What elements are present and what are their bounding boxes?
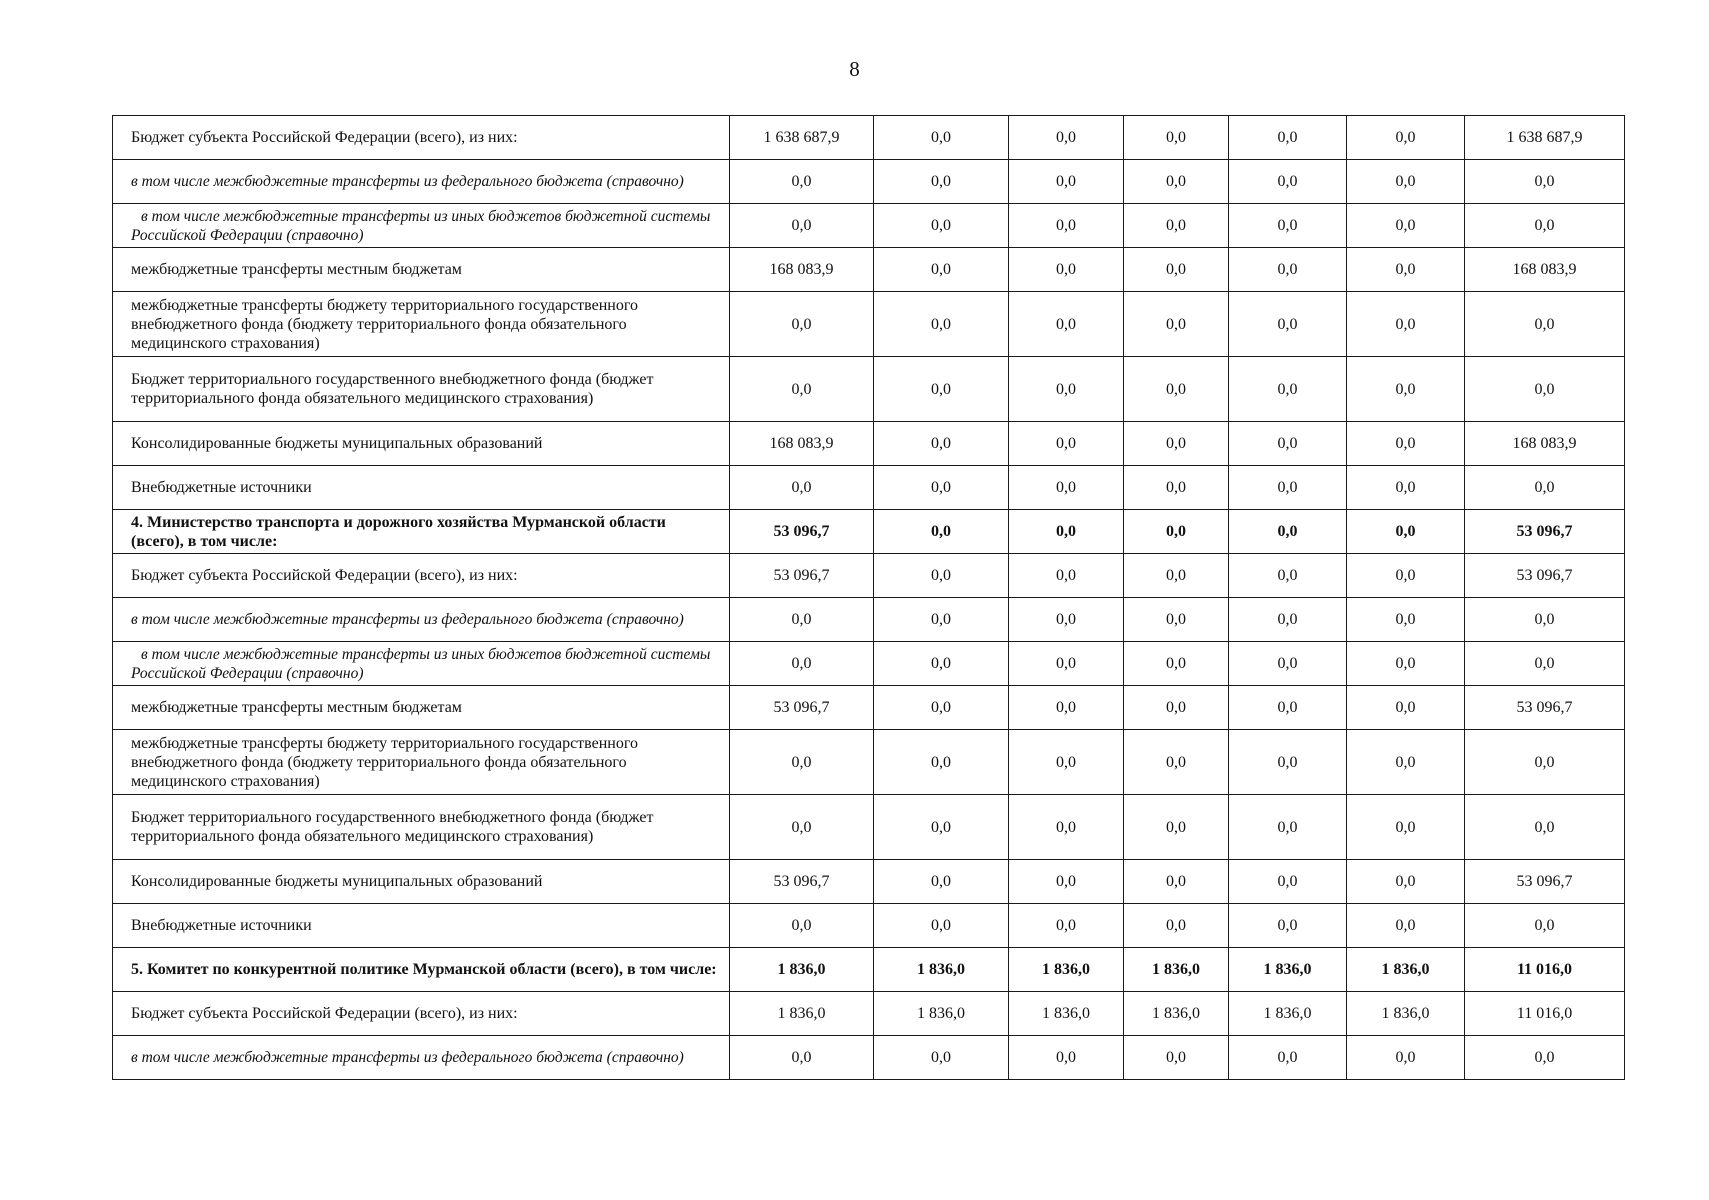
row-value-cell: 0,0	[1124, 204, 1229, 248]
row-label: в том числе межбюджетные трансферты из иных бюджетов бюджетной системы Российской Федерации (справочно)	[113, 642, 730, 686]
row-value-cell: 0,0	[1229, 554, 1347, 598]
row-value-cell: 53 096,7	[730, 554, 874, 598]
row-value-cell: 168 083,9	[730, 248, 874, 292]
row-total-cell: 0,0	[1465, 357, 1625, 422]
row-value-cell: 0,0	[1124, 598, 1229, 642]
row-value-cell: 0,0	[1009, 466, 1124, 510]
row-value-cell: 0,0	[1347, 598, 1465, 642]
table-row	[113, 292, 1625, 357]
row-value-cell: 0,0	[1229, 466, 1347, 510]
row-value-cell: 0,0	[874, 860, 1009, 904]
table-row	[113, 554, 1625, 598]
row-total-cell: 53 096,7	[1465, 686, 1625, 730]
row-value-cell: 53 096,7	[730, 510, 874, 554]
row-total-cell: 1 638 687,9	[1465, 116, 1625, 160]
row-value-cell: 0,0	[874, 554, 1009, 598]
row-label: 4. Министерство транспорта и дорожного хозяйства Мурманской области (всего), в том числе:	[113, 510, 730, 554]
row-value-cell: 0,0	[1347, 204, 1465, 248]
row-value-cell: 0,0	[1347, 160, 1465, 204]
row-value-cell: 0,0	[1124, 357, 1229, 422]
row-label: Бюджет территориального государственного внебюджетного фонда (бюджет территориального фонда обязательного медицинского страхования)	[113, 795, 730, 860]
row-value-cell: 0,0	[1229, 204, 1347, 248]
row-value-cell: 0,0	[1009, 642, 1124, 686]
row-value-cell: 0,0	[1009, 686, 1124, 730]
row-value-cell: 0,0	[1124, 160, 1229, 204]
row-label: Бюджет субъекта Российской Федерации (всего), из них:	[113, 992, 730, 1036]
row-value-cell: 0,0	[1124, 1036, 1229, 1080]
row-label: в том числе межбюджетные трансферты из федерального бюджета (справочно)	[113, 160, 730, 204]
row-value-cell: 1 638 687,9	[730, 116, 874, 160]
row-value-cell: 0,0	[1347, 466, 1465, 510]
row-value-cell: 0,0	[874, 904, 1009, 948]
row-value-cell: 0,0	[1124, 510, 1229, 554]
row-value-cell: 0,0	[1347, 795, 1465, 860]
row-total-cell: 0,0	[1465, 642, 1625, 686]
row-value-cell: 0,0	[1229, 642, 1347, 686]
row-value-cell: 0,0	[1347, 422, 1465, 466]
table-row	[113, 730, 1625, 795]
row-value-cell: 0,0	[1229, 422, 1347, 466]
row-value-cell: 0,0	[1229, 160, 1347, 204]
row-value-cell: 0,0	[1347, 860, 1465, 904]
row-value-cell: 0,0	[874, 598, 1009, 642]
row-value-cell: 0,0	[874, 510, 1009, 554]
row-value-cell: 0,0	[1009, 204, 1124, 248]
row-value-cell: 0,0	[730, 204, 874, 248]
row-total-cell: 168 083,9	[1465, 422, 1625, 466]
table-row	[113, 160, 1625, 204]
row-value-cell: 0,0	[1347, 554, 1465, 598]
row-value-cell: 53 096,7	[730, 860, 874, 904]
row-value-cell: 0,0	[874, 248, 1009, 292]
row-value-cell: 0,0	[1009, 795, 1124, 860]
row-label: в том числе межбюджетные трансферты из федерального бюджета (справочно)	[113, 1036, 730, 1080]
row-value-cell: 0,0	[1347, 510, 1465, 554]
row-value-cell: 168 083,9	[730, 422, 874, 466]
row-label: межбюджетные трансферты бюджету территориального государственного внебюджетного фонда (бюджету территориального фонда обязательного медицинского страхования)	[113, 730, 730, 795]
row-label: Бюджет субъекта Российской Федерации (всего), из них:	[113, 116, 730, 160]
table-row	[113, 992, 1625, 1036]
row-value-cell: 1 836,0	[1124, 948, 1229, 992]
row-value-cell: 0,0	[1229, 730, 1347, 795]
row-total-cell: 11 016,0	[1465, 992, 1625, 1036]
row-value-cell: 0,0	[730, 642, 874, 686]
row-label: межбюджетные трансферты местным бюджетам	[113, 686, 730, 730]
row-value-cell: 0,0	[1124, 466, 1229, 510]
table-row	[113, 116, 1625, 160]
row-total-cell: 11 016,0	[1465, 948, 1625, 992]
row-value-cell: 0,0	[1124, 292, 1229, 357]
row-value-cell: 0,0	[1124, 730, 1229, 795]
table-row	[113, 466, 1625, 510]
row-value-cell: 0,0	[730, 904, 874, 948]
row-value-cell: 0,0	[874, 1036, 1009, 1080]
row-value-cell: 0,0	[1124, 795, 1229, 860]
row-value-cell: 0,0	[1347, 248, 1465, 292]
row-total-cell: 0,0	[1465, 730, 1625, 795]
row-label: в том числе межбюджетные трансферты из иных бюджетов бюджетной системы Российской Федерации (справочно)	[113, 204, 730, 248]
row-value-cell: 0,0	[1009, 357, 1124, 422]
row-value-cell: 0,0	[1347, 904, 1465, 948]
row-value-cell: 0,0	[1347, 1036, 1465, 1080]
row-value-cell: 0,0	[1347, 116, 1465, 160]
row-value-cell: 0,0	[1124, 860, 1229, 904]
row-label: Консолидированные бюджеты муниципальных образований	[113, 860, 730, 904]
row-value-cell: 0,0	[874, 466, 1009, 510]
row-value-cell: 0,0	[1009, 422, 1124, 466]
table-body	[113, 116, 1625, 1080]
row-value-cell: 0,0	[1229, 904, 1347, 948]
table-row	[113, 904, 1625, 948]
row-value-cell: 0,0	[874, 160, 1009, 204]
row-label: межбюджетные трансферты бюджету территориального государственного внебюджетного фонда (бюджету территориального фонда обязательного медицинского страхования)	[113, 292, 730, 357]
row-total-cell: 0,0	[1465, 904, 1625, 948]
table-row	[113, 948, 1625, 992]
row-value-cell: 0,0	[730, 466, 874, 510]
row-value-cell: 0,0	[874, 204, 1009, 248]
table-row	[113, 510, 1625, 554]
row-value-cell: 0,0	[1124, 422, 1229, 466]
row-value-cell: 1 836,0	[1347, 948, 1465, 992]
row-value-cell: 0,0	[1124, 554, 1229, 598]
row-value-cell: 0,0	[1009, 904, 1124, 948]
row-value-cell: 1 836,0	[1347, 992, 1465, 1036]
row-value-cell: 0,0	[1124, 686, 1229, 730]
row-value-cell: 0,0	[874, 686, 1009, 730]
row-value-cell: 0,0	[730, 598, 874, 642]
table-row	[113, 598, 1625, 642]
row-value-cell: 0,0	[730, 292, 874, 357]
row-value-cell: 0,0	[874, 642, 1009, 686]
row-value-cell: 0,0	[1124, 116, 1229, 160]
row-value-cell: 0,0	[1009, 510, 1124, 554]
row-value-cell: 0,0	[1009, 248, 1124, 292]
row-value-cell: 0,0	[1009, 554, 1124, 598]
row-value-cell: 0,0	[730, 795, 874, 860]
row-label: Внебюджетные источники	[113, 466, 730, 510]
row-value-cell: 0,0	[1229, 116, 1347, 160]
row-label: Консолидированные бюджеты муниципальных образований	[113, 422, 730, 466]
row-label: 5. Комитет по конкурентной политике Мурманской области (всего), в том числе:	[113, 948, 730, 992]
row-value-cell: 0,0	[1347, 357, 1465, 422]
row-value-cell: 1 836,0	[874, 992, 1009, 1036]
row-value-cell: 0,0	[874, 292, 1009, 357]
row-value-cell: 0,0	[1229, 292, 1347, 357]
row-value-cell: 0,0	[1124, 248, 1229, 292]
row-value-cell: 0,0	[1229, 357, 1347, 422]
row-total-cell: 0,0	[1465, 160, 1625, 204]
table-row	[113, 686, 1625, 730]
row-value-cell: 0,0	[1124, 642, 1229, 686]
row-total-cell: 0,0	[1465, 795, 1625, 860]
row-total-cell: 53 096,7	[1465, 860, 1625, 904]
row-value-cell: 0,0	[730, 1036, 874, 1080]
row-value-cell: 0,0	[874, 422, 1009, 466]
row-value-cell: 0,0	[1009, 116, 1124, 160]
row-label: Бюджет территориального государственного внебюджетного фонда (бюджет территориального фонда обязательного медицинского страхования)	[113, 357, 730, 422]
row-label: Внебюджетные источники	[113, 904, 730, 948]
row-label: в том числе межбюджетные трансферты из федерального бюджета (справочно)	[113, 598, 730, 642]
row-value-cell: 0,0	[1009, 730, 1124, 795]
table-row	[113, 204, 1625, 248]
table-row	[113, 248, 1625, 292]
row-total-cell: 0,0	[1465, 598, 1625, 642]
row-value-cell: 1 836,0	[730, 992, 874, 1036]
row-value-cell: 0,0	[1124, 904, 1229, 948]
row-value-cell: 0,0	[874, 795, 1009, 860]
row-value-cell: 0,0	[730, 160, 874, 204]
row-value-cell: 1 836,0	[1229, 948, 1347, 992]
row-total-cell: 0,0	[1465, 1036, 1625, 1080]
row-value-cell: 0,0	[1347, 642, 1465, 686]
row-value-cell: 0,0	[1009, 160, 1124, 204]
row-value-cell: 0,0	[1229, 510, 1347, 554]
row-value-cell: 0,0	[730, 357, 874, 422]
row-total-cell: 168 083,9	[1465, 248, 1625, 292]
row-value-cell: 0,0	[874, 357, 1009, 422]
row-value-cell: 0,0	[1009, 860, 1124, 904]
row-total-cell: 0,0	[1465, 292, 1625, 357]
row-value-cell: 0,0	[1229, 860, 1347, 904]
row-value-cell: 0,0	[1009, 1036, 1124, 1080]
row-value-cell: 1 836,0	[874, 948, 1009, 992]
row-total-cell: 0,0	[1465, 204, 1625, 248]
row-value-cell: 1 836,0	[1009, 992, 1124, 1036]
row-total-cell: 53 096,7	[1465, 510, 1625, 554]
row-value-cell: 1 836,0	[1229, 992, 1347, 1036]
row-value-cell: 0,0	[1229, 248, 1347, 292]
table-row	[113, 357, 1625, 422]
table-row	[113, 860, 1625, 904]
row-total-cell: 53 096,7	[1465, 554, 1625, 598]
row-value-cell: 0,0	[1347, 292, 1465, 357]
row-value-cell: 0,0	[874, 730, 1009, 795]
row-value-cell: 0,0	[1229, 598, 1347, 642]
row-value-cell: 0,0	[1009, 292, 1124, 357]
page-number: 8	[849, 57, 860, 81]
row-value-cell: 0,0	[1229, 686, 1347, 730]
budget-table	[112, 115, 1625, 1080]
row-value-cell: 0,0	[1347, 730, 1465, 795]
row-label: Бюджет субъекта Российской Федерации (всего), из них:	[113, 554, 730, 598]
row-value-cell: 0,0	[874, 116, 1009, 160]
row-value-cell: 0,0	[1009, 598, 1124, 642]
table-row	[113, 422, 1625, 466]
table-row	[113, 795, 1625, 860]
row-total-cell: 0,0	[1465, 466, 1625, 510]
row-value-cell: 0,0	[1229, 795, 1347, 860]
row-value-cell: 0,0	[1347, 686, 1465, 730]
table-row	[113, 1036, 1625, 1080]
row-value-cell: 1 836,0	[730, 948, 874, 992]
row-value-cell: 1 836,0	[1009, 948, 1124, 992]
row-value-cell: 0,0	[1229, 1036, 1347, 1080]
table-row	[113, 642, 1625, 686]
row-value-cell: 0,0	[730, 730, 874, 795]
row-label: межбюджетные трансферты местным бюджетам	[113, 248, 730, 292]
row-value-cell: 1 836,0	[1124, 992, 1229, 1036]
row-value-cell: 53 096,7	[730, 686, 874, 730]
